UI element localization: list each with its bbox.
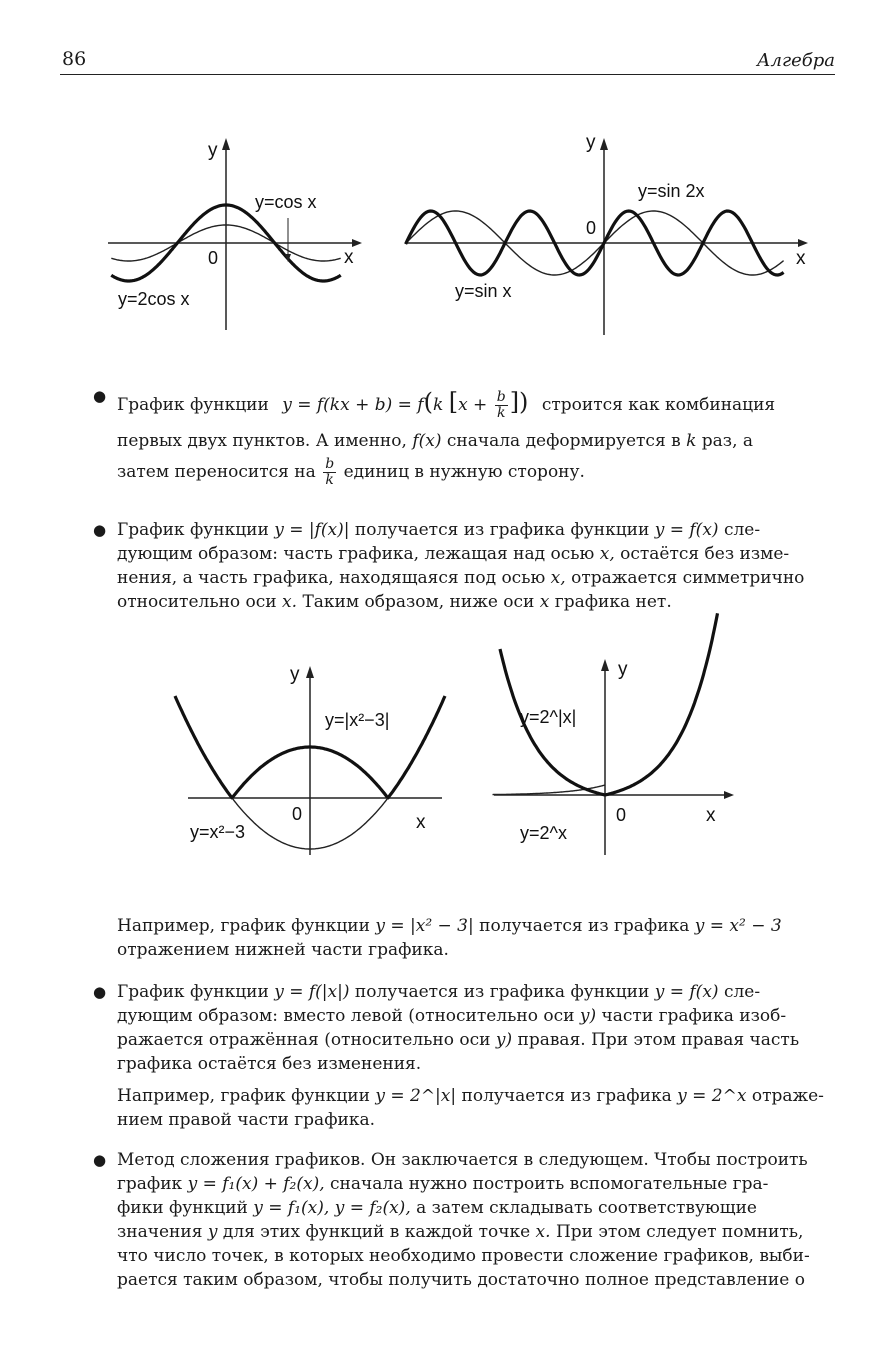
x-axis-arrow xyxy=(352,239,362,247)
formula-fkxb: y = f(kx + b) = f(k [x + $\frac{b}{k}$ ]) xyxy=(282,388,529,421)
y-axis-arrow xyxy=(601,659,609,671)
x-label: x xyxy=(416,812,426,833)
label-parabola: y=x²−3 xyxy=(190,822,246,842)
origin-label: 0 xyxy=(586,218,597,238)
y-axis-arrow xyxy=(600,138,608,150)
header-rule xyxy=(60,74,835,75)
y-label: y xyxy=(586,132,596,153)
bullet-mark: ● xyxy=(93,1151,107,1169)
y-axis-arrow xyxy=(306,666,314,678)
label-2cos: y=2cos x xyxy=(118,289,190,309)
x-label: x xyxy=(344,247,354,268)
bullet-3: ● График функции y = f(|x|) получается из графика функции y = f(x) сле- дующим образом: вместо левой (относительно оси y) части графика изоб- ражается отражённая (относительно оси y) правая. При этом правая часть графика остаётся без изменения. Например, график функции y = 2^|x| получается из графика y = 2^x отраже- нием правой части графика. xyxy=(93,982,824,1130)
fraction-b-k-2: $\frac{b}{k}$ xyxy=(325,456,335,488)
figure-abs xyxy=(180,660,450,860)
example-abs: Например, график функции y = |x² − 3| получается из графика y = x² − 3 отражением нижней части графика. xyxy=(117,916,782,960)
label-cos: y=cos x xyxy=(255,192,317,212)
figure-exp xyxy=(490,655,750,860)
curve-2absx xyxy=(500,613,718,795)
figure-cos xyxy=(100,130,370,335)
origin-label: 0 xyxy=(616,805,627,825)
label-2absx: y=2^|x| xyxy=(520,707,577,727)
running-head: Алгебра xyxy=(756,50,835,71)
bullet-4: ● Метод сложения графиков. Он заключается в следующем. Чтобы построить график y = f₁(x) + f₂(x), сначала нужно построить вспомогательные гра- фики функций y = f₁(x), y = f₂(x), а затем складывать соответствующие значения y для этих функций в каждой точке x. При этом следует помнить, что число точек, в которых необходимо провести сложение графиков, выби- рается таким образом, чтобы получить достаточно полное представление о xyxy=(93,1150,810,1290)
y-label: y xyxy=(618,659,628,680)
bullet-2: ● График функции y = |f(x)| получается из графика функции y = f(x) сле- дующим образом: часть графика, лежащая над осью x, остаётся без изме- нения, а часть графика, находящаяся под осью x, отражается симметрично относительно оси x. Таким образом, ниже оси x графика нет. xyxy=(93,520,805,612)
y-axis-arrow xyxy=(222,138,230,150)
x-axis-arrow xyxy=(724,791,734,799)
bullet-mark: ● xyxy=(93,521,107,539)
fraction-b-k: $\frac{b}{k}$ xyxy=(496,389,506,421)
figure-sin xyxy=(400,130,820,340)
label-sin2x: y=sin 2x xyxy=(638,181,705,201)
label-abs: y=|x²−3| xyxy=(325,710,390,730)
origin-label: 0 xyxy=(208,248,219,268)
x-label: x xyxy=(706,805,716,826)
y-label: y xyxy=(208,140,218,161)
page-number: 86 xyxy=(62,48,87,70)
origin-label: 0 xyxy=(292,804,303,824)
x-label: x xyxy=(796,248,806,269)
bullet-mark: ● xyxy=(93,387,107,405)
x-axis-arrow xyxy=(798,239,808,247)
y-label: y xyxy=(290,664,300,685)
label-2x: y=2^x xyxy=(520,823,567,843)
bullet-1: ● График функции y = f(kx + b) = f(k [x + $\frac{b}{k}$ ]) строится как комбинация первых двух пунктов. А именно, f(x) сначала деформируется в k раз, а затем переносится на $\frac{b}{k}$ единиц в нужную сторону. xyxy=(117,383,825,488)
label-sinx: y=sin x xyxy=(455,281,512,301)
bullet-mark: ● xyxy=(93,983,107,1001)
